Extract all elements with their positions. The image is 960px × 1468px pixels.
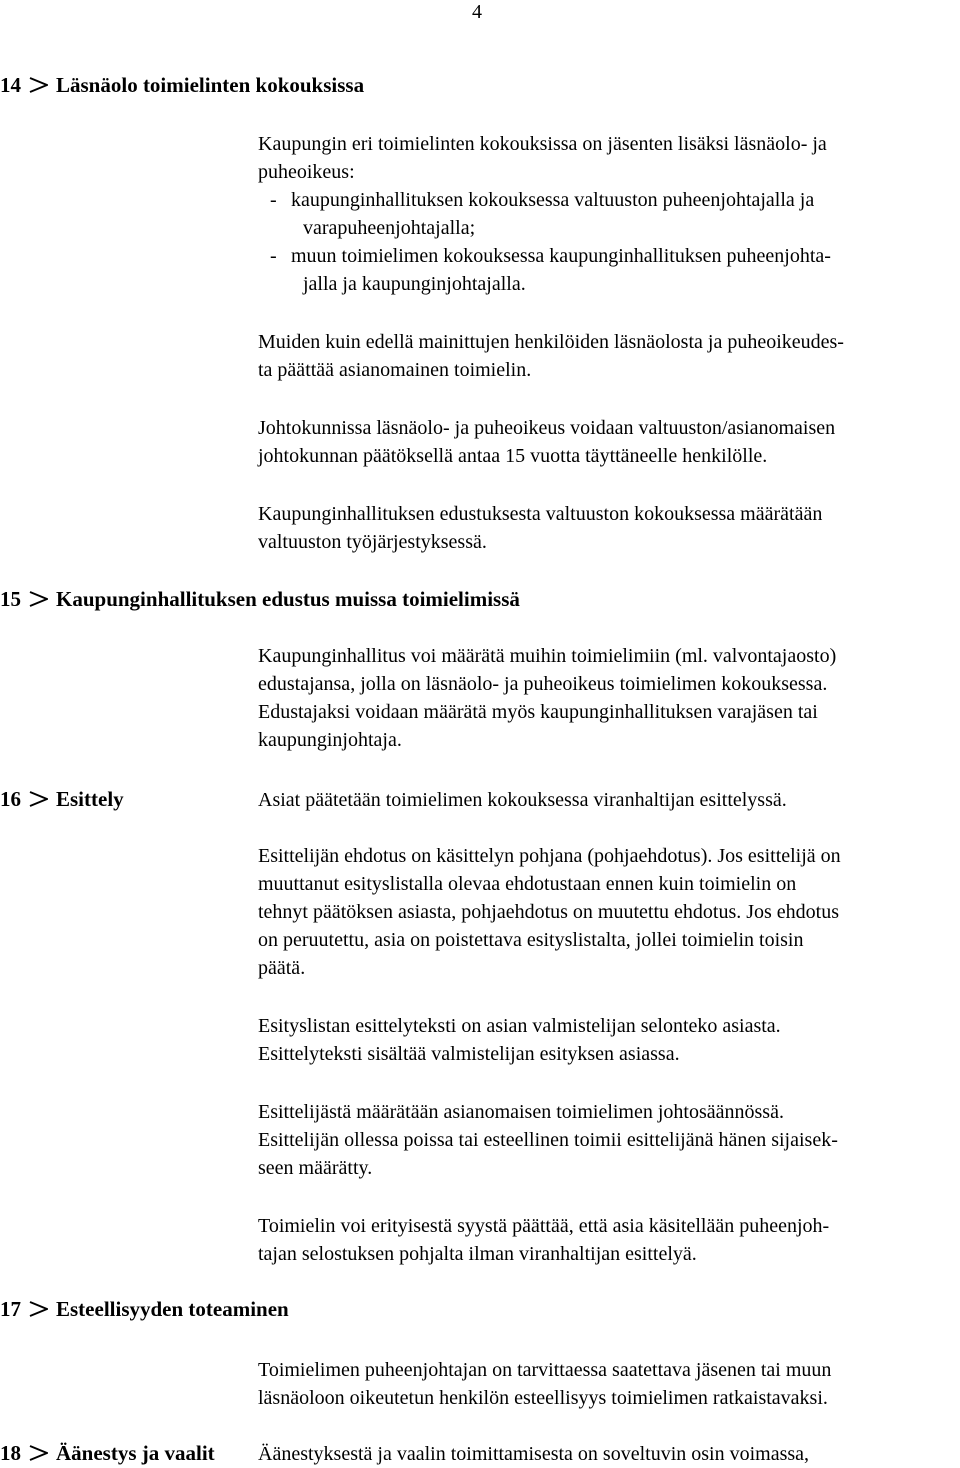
s15-paragraph-1 — [258, 642, 958, 754]
text-line: Esittelyteksti sisältää valmistelijan esityksen asiassa. — [258, 1043, 680, 1065]
section-title: Kaupunginhallituksen edustus muissa toimielimissä — [56, 587, 520, 611]
text-line: Esittelijän ollessa poissa tai esteellinen toimii esittelijänä hänen sijaisek- — [258, 1129, 838, 1151]
section-sign-icon — [29, 77, 48, 93]
text-line: puheoikeus: — [258, 161, 355, 183]
text-line: muuttanut esityslistalla olevaa ehdotustaan ennen kuin toimielin on — [258, 873, 797, 895]
s18-paragraph-1: Äänestyksestä ja vaalin toimittamisesta on soveltuvin osin voimassa, — [258, 1443, 810, 1465]
section-heading-16 — [0, 786, 124, 812]
text-line: Kaupunginhallituksen edustuksesta valtuuston kokouksessa määrätään — [258, 503, 823, 525]
section-sign-icon — [29, 1445, 48, 1461]
section-number: 18 — [0, 1441, 21, 1465]
text-line: jalla ja kaupunginjohtajalla. — [303, 273, 526, 295]
section-number: 17 — [0, 1297, 21, 1321]
text-line: päätä. — [258, 957, 306, 979]
section-heading-14 — [0, 72, 364, 98]
section-sign-icon — [29, 591, 48, 607]
section-title: Esittely — [56, 787, 124, 811]
list-dash: - — [270, 245, 277, 267]
section-heading-18 — [0, 1440, 215, 1466]
text-line: Esityslistan esittelyteksti on asian valmistelijan selonteko asiasta. — [258, 1015, 781, 1037]
section-sign-icon — [29, 791, 48, 807]
s14-list-item-1 — [258, 186, 814, 242]
text-line: muun toimielimen kokouksessa kaupunginhallituksen puheenjohta- — [291, 245, 831, 267]
s17-paragraph-1 — [258, 1356, 958, 1412]
text-line: johtokunnan päätöksellä antaa 15 vuotta täyttäneelle henkilölle. — [258, 445, 768, 467]
text-line: valtuuston työjärjestyksessä. — [258, 531, 487, 553]
text-line: Kaupunginhallitus voi määrätä muihin toimielimiin (ml. valvontajaosto) — [258, 645, 837, 667]
s16-paragraph-1: Asiat päätetään toimielimen kokouksessa viranhaltijan esittelyssä. — [258, 789, 787, 811]
s16-paragraph-5 — [258, 1212, 958, 1268]
section-number: 15 — [0, 587, 21, 611]
s16-paragraph-2 — [258, 842, 958, 982]
section-number: 14 — [0, 73, 21, 97]
text-line: Esittelijästä määrätään asianomaisen toimielimen johtosäännössä. — [258, 1101, 784, 1123]
text-line: kaupunginjohtaja. — [258, 729, 402, 751]
list-dash: - — [270, 189, 277, 211]
section-heading-15 — [0, 586, 520, 612]
text-line: Esittelijän ehdotus on käsittelyn pohjana (pohjaehdotus). Jos esittelijä on — [258, 845, 841, 867]
s16-paragraph-4 — [258, 1098, 958, 1182]
text-line: Kaupungin eri toimielinten kokouksissa on jäsenten lisäksi läsnäolo- ja — [258, 133, 827, 155]
section-title: Esteellisyyden toteaminen — [56, 1297, 289, 1321]
text-line: Edustajaksi voidaan määrätä myös kaupunginhallituksen varajäsen tai — [258, 701, 818, 723]
text-line: edustajansa, jolla on läsnäolo- ja puheoikeus toimielimen kokouksessa. — [258, 673, 828, 695]
text-line: seen määrätty. — [258, 1157, 373, 1179]
text-line: läsnäoloon oikeutetun henkilön esteellisyys toimielimen ratkaistavaksi. — [258, 1387, 828, 1409]
section-title: Läsnäolo toimielinten kokouksissa — [56, 73, 365, 97]
text-line: tajan selostuksen pohjalta ilman viranhaltijan esittelyä. — [258, 1243, 697, 1265]
section-sign-icon — [29, 1301, 48, 1317]
text-line: Muiden kuin edellä mainittujen henkilöiden läsnäolosta ja puheoikeudes- — [258, 331, 844, 353]
text-line: varapuheenjohtajalla; — [303, 217, 476, 239]
s14-paragraph-3 — [258, 414, 958, 470]
page-number: 4 — [472, 1, 482, 23]
text-line: on peruutettu, asia on poistettava esityslistalta, jollei toimielin toisin — [258, 929, 804, 951]
s14-paragraph-2 — [258, 328, 958, 384]
s16-paragraph-3 — [258, 1012, 958, 1068]
s14-list-item-2 — [258, 242, 831, 298]
section-heading-17 — [0, 1296, 289, 1322]
text-line: Toimielimen puheenjohtajan on tarvittaessa saatettava jäsenen tai muun — [258, 1359, 832, 1381]
text-line: tehnyt päätöksen asiasta, pohjaehdotus on muutettu ehdotus. Jos ehdotus — [258, 901, 840, 923]
text-line: Johtokunnissa läsnäolo- ja puheoikeus voidaan valtuuston/asianomaisen — [258, 417, 836, 439]
text-line: kaupunginhallituksen kokouksessa valtuuston puheenjohtajalla ja — [291, 189, 815, 211]
s14-intro-paragraph — [258, 130, 958, 186]
s14-paragraph-4 — [258, 500, 958, 556]
section-number: 16 — [0, 787, 21, 811]
text-line: ta päättää asianomainen toimielin. — [258, 359, 532, 381]
section-title: Äänestys ja vaalit — [56, 1441, 215, 1465]
text-line: Toimielin voi erityisestä syystä päättää, että asia käsitellään puheenjoh- — [258, 1215, 830, 1237]
